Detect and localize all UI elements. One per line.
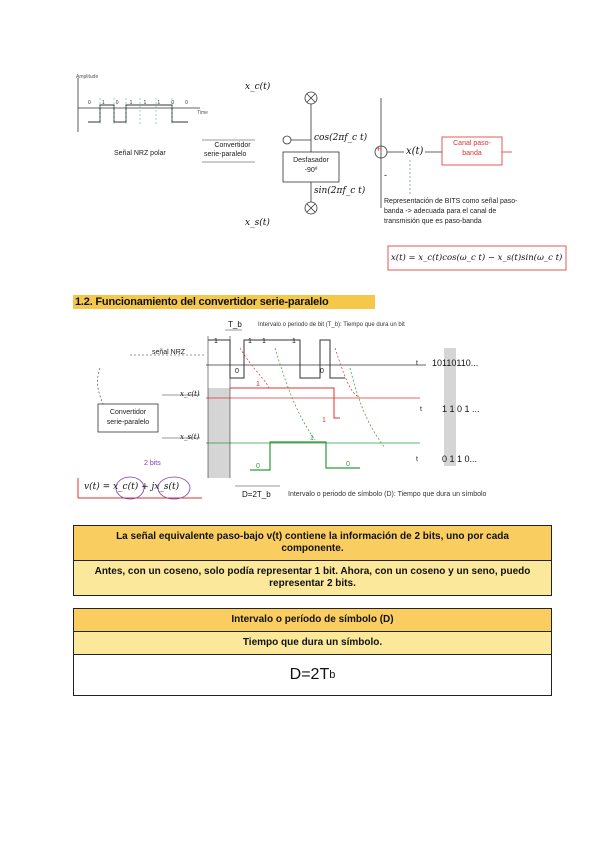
info-box-symbol: [73, 608, 552, 696]
nrz-bit: 1: [101, 100, 105, 106]
nrz-bit: 1: [129, 100, 133, 106]
tb-note: Intervalo o periodo de bit (T_b): Tiempo que dura un bit: [258, 322, 405, 328]
converter-label-1: Convertidor: [214, 142, 251, 149]
nrz-signal-label: señal NRZ: [152, 349, 186, 356]
plus-sign: +: [376, 144, 382, 154]
converter-box-label-1: Convertidor: [109, 409, 147, 416]
bit-mark: 1: [248, 338, 252, 345]
tb-label: T_b: [228, 320, 242, 329]
top-figure: [70, 70, 570, 280]
bit-mark: 0: [256, 463, 260, 470]
nrz-bit: 0: [115, 100, 119, 106]
converter-label-2: serie-paralelo: [204, 151, 247, 158]
sin-label: sin(2πf_c t): [314, 186, 366, 196]
bit-mark: 1: [256, 381, 260, 388]
info-row: La señal equivalente paso-bajo v(t) contiene la información de 2 bits, uno por cada componente.: [74, 526, 551, 561]
bit-mark: 1: [292, 338, 296, 345]
t-label-1: t: [416, 360, 418, 367]
symbol-formula-row: [74, 655, 551, 695]
bit-mark: 1: [214, 338, 218, 345]
nrz-bit: 0: [185, 100, 188, 106]
bit-mark: 0: [320, 368, 324, 375]
symbol-formula-main: D=2T: [289, 666, 330, 683]
phase-shifter-label-2: -90º: [304, 167, 318, 174]
bit-mark: 1: [310, 435, 314, 442]
symbol-formula-sub: b: [329, 669, 336, 681]
converter-box-label-2: serie-paralelo: [106, 419, 150, 426]
t-label-2: t: [420, 406, 422, 413]
note-line-1: Representación de BITS como señal paso-: [384, 198, 518, 205]
two-bits-label: 2 bits: [144, 460, 161, 467]
symbol-desc-row: Tiempo que dura un símbolo.: [74, 632, 551, 655]
bit-sequence-full: 10110110...: [432, 358, 479, 368]
bit-mark: 0: [235, 368, 239, 375]
xs-wave-label: x_s(t): [180, 433, 200, 441]
symbol-title-row: Intervalo o período de símbolo (D): [74, 609, 551, 632]
nrz-bit: 1: [143, 100, 147, 106]
note-line-2: banda -> adecuada para el canal de: [384, 208, 497, 215]
cos-label: cos(2πf_c t): [314, 133, 368, 143]
bit-mark: 1: [262, 338, 266, 345]
note-line-3: transmisión que es paso-banda: [384, 218, 482, 225]
nrz-bit: 0: [88, 100, 91, 106]
nrz-bit-labels: [88, 100, 188, 106]
t-label-3: t: [416, 456, 418, 463]
nrz-bit: 1: [157, 100, 161, 106]
xc-wave-label: x_c(t): [180, 390, 200, 398]
bit-sequence-c: 1 1 0 1 ...: [442, 404, 480, 414]
bit-sequence-s: 0 1 1 0...: [442, 454, 478, 464]
section-title: 1.2. Funcionamiento del convertidor serie-paralelo: [73, 295, 375, 309]
symbol-note: Intervalo o periodo de símbolo (D): Tiempo que dura un símbolo: [288, 491, 487, 498]
nrz-xlabel: Time: [197, 110, 208, 116]
formula: x(t) = x_c(t)cos(ω_c t) − x_s(t)sin(ω_c t): [391, 253, 563, 263]
nrz-caption: Señal NRZ polar: [114, 150, 166, 157]
phase-shifter-label-1: Desfasador: [293, 157, 329, 164]
info-box-bits: [73, 525, 552, 596]
minus-sign: -: [384, 170, 387, 180]
channel-label-1: Canal paso-: [453, 140, 491, 147]
xt-label: x(t): [406, 146, 424, 157]
bit-mark: 0: [346, 461, 350, 468]
info-row: Antes, con un coseno, solo podía representar 1 bit. Ahora, con un coseno y un seno, puedo representar 2 bits.: [74, 561, 551, 595]
bit-mark: 1: [322, 417, 326, 424]
d-label: D=2T_b: [242, 490, 271, 499]
nrz-bit: 0: [171, 100, 175, 106]
converter-figure: [70, 318, 550, 506]
xs-label: x_s(t): [245, 218, 270, 228]
channel-label-2: banda: [462, 150, 482, 157]
vt-formula: v(t) = x_c(t) + jx_s(t): [84, 482, 180, 492]
nrz-ylabel: Amplitude: [76, 74, 99, 80]
xc-label: x_c(t): [245, 82, 271, 92]
